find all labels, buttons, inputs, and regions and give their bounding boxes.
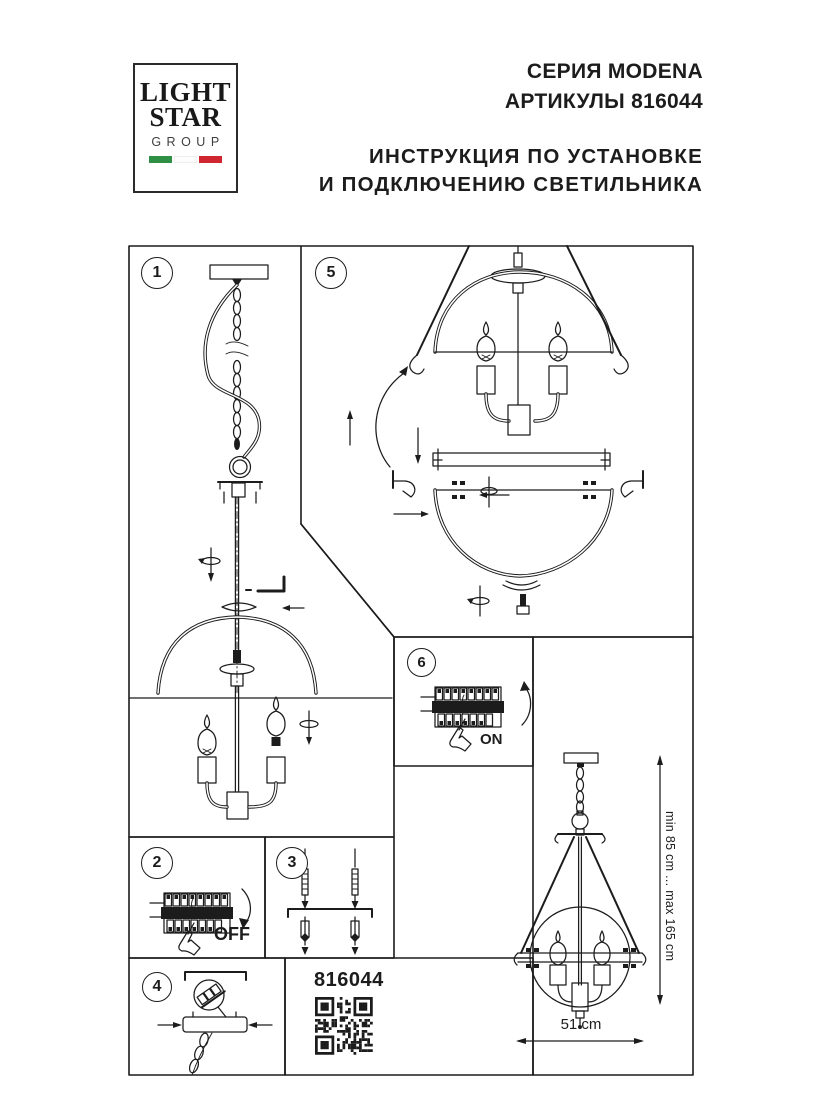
step-1-badge: 1: [141, 257, 173, 289]
push-right-arrow-icon: [158, 1022, 182, 1028]
glass-bowl: [435, 490, 612, 576]
hook-curved-arrow-icon: [376, 366, 408, 467]
canopy: [183, 1017, 247, 1032]
height-dimension-label: min 85 cm ... max 165 cm: [663, 811, 677, 962]
italian-flag-icon: [149, 156, 223, 163]
panel4-canopy-mount: [158, 972, 272, 1075]
rotate-icon: [198, 548, 220, 582]
instruction-line-2: И ПОДКЛЮЧЕНИЮ СВЕТИЛЬНИКА: [318, 173, 703, 196]
up-arrow-icon: [347, 410, 353, 445]
chain-icon: [188, 1032, 212, 1075]
glass-lens: [503, 581, 540, 590]
magnifier-detail: [194, 980, 226, 1017]
rotate-icon: [479, 477, 509, 507]
insert-right-arrow-icon: [394, 511, 429, 517]
screw-bulb-rotate-icon: [300, 711, 318, 745]
left-candle-bulb-icon: [198, 715, 227, 807]
width-dimension-label: 51 cm: [560, 1016, 602, 1033]
candle-pair: [477, 322, 567, 435]
chain-icon: [226, 289, 248, 451]
width-dimension-arrow: [516, 1038, 644, 1044]
logo-word-star: STAR: [149, 102, 222, 132]
ring-rail: [393, 471, 643, 499]
sphere-frame: [530, 907, 630, 1007]
article-number-label: 816044: [314, 969, 384, 991]
lightstar-logo: [133, 63, 238, 193]
logo-word-light: LIGHT: [139, 77, 232, 107]
title-block: [505, 57, 703, 117]
series-title: СЕРИЯ MODENA: [526, 60, 703, 83]
spreader-bracket: [555, 829, 605, 843]
panel2-power-off: [150, 889, 250, 955]
right-arm: [586, 837, 639, 953]
articles-title: АРТИКУЛЫ 816044: [504, 90, 703, 113]
instruction-title: [319, 143, 703, 199]
ceiling-plate: [564, 753, 598, 763]
step-2-badge: 2: [141, 847, 173, 879]
step-3-badge: 3: [276, 847, 308, 879]
rotate-icon-bottom: [467, 586, 489, 616]
qr-code: [315, 997, 373, 1055]
ceiling-plate: [210, 265, 268, 279]
ceiling-bracket: [185, 972, 246, 980]
power-cable: [205, 285, 259, 457]
mounting-bar: [433, 449, 610, 470]
center-rod: [579, 837, 582, 985]
left-hook: [410, 355, 424, 374]
off-label: OFF: [214, 924, 250, 944]
allen-key-icon: [246, 577, 284, 591]
push-left-arrow-icon: [248, 1022, 272, 1028]
assembled-fixture-view: [514, 753, 663, 1044]
screw-right-icon: [351, 849, 360, 955]
right-hook: [614, 355, 628, 374]
panel5-frame-assembly: [347, 246, 643, 616]
down-arrow-icon: [415, 428, 421, 464]
center-body: [227, 792, 248, 819]
right-candle-bulb-icon: [249, 697, 285, 807]
diagram-area: [128, 245, 695, 1077]
chain-icon: [577, 767, 584, 813]
panel1-chain-and-dome-assembly: [130, 265, 392, 819]
panel6-power-on: [421, 681, 531, 751]
switch-up-arrow-icon: [520, 681, 531, 725]
mounting-bracket: [218, 482, 262, 503]
logo-word-group: GROUP: [151, 135, 225, 149]
left-arm: [521, 837, 574, 953]
mounting-strap: [288, 909, 372, 917]
suspension-arms: [410, 246, 628, 374]
step-4-badge: 4: [142, 972, 172, 1002]
candle-pair: [550, 931, 610, 1029]
terminal-block-icon: [421, 687, 504, 727]
on-label: ON: [480, 731, 503, 748]
bolt-icon: [517, 594, 529, 614]
step-6-badge: 6: [407, 648, 436, 677]
switch-down-arrow-icon: [239, 889, 250, 929]
instruction-line-1: ИНСТРУКЦИЯ ПО УСТАНОВКЕ: [369, 145, 703, 168]
center-band: [514, 948, 646, 968]
step-5-badge: 5: [315, 257, 347, 289]
insert-left-arrow-icon: [282, 605, 304, 611]
center-rod: [235, 686, 238, 792]
